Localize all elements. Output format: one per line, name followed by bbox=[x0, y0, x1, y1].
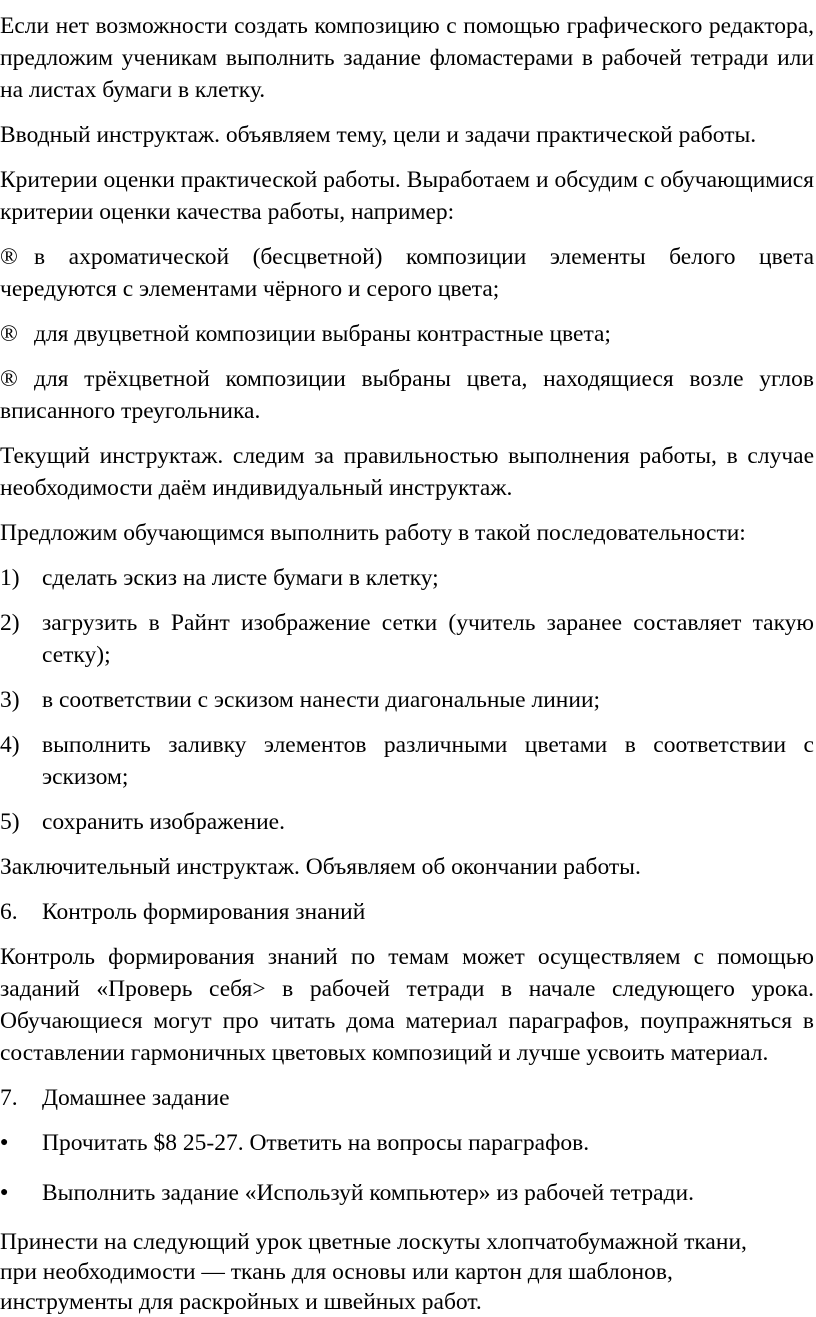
step-text: сделать эскиз на листе бумаги в клетку; bbox=[42, 565, 439, 591]
section-title: Домашнее задание bbox=[42, 1085, 230, 1111]
step-text: в соответствии с эскизом нанести диагональные линии; bbox=[42, 687, 601, 713]
criteria-text: для трёхцветной композиции выбраны цвета, находящиеся возле углов вписанного треугольника. bbox=[0, 366, 814, 424]
bullet-icon: ● bbox=[0, 1185, 9, 1200]
criteria-paragraph: Критерии оценки практической работы. Выработаем и обсудим с обучающимися критерии оценки качества работы, например: bbox=[0, 167, 814, 225]
step-text: загрузить в Райнт изображение сетки (учитель заранее составляет такую сетку); bbox=[42, 610, 814, 668]
homework-item bbox=[0, 1127, 814, 1159]
step-number: 2) bbox=[0, 610, 20, 636]
homework-text: Прочитать $8 25-27. Ответить на вопросы параграфов. bbox=[42, 1130, 590, 1156]
intro-briefing-paragraph: Вводный инструктаж. объявляем тему, цели и задачи практической работы. bbox=[0, 122, 757, 148]
registered-mark-icon: ® bbox=[0, 321, 18, 347]
criteria-text: для двуцветной композиции выбраны контрастные цвета; bbox=[34, 321, 611, 347]
criteria-item bbox=[0, 241, 814, 305]
sequence-intro: Предложим обучающимся выполнить работу в такой последовательности: bbox=[0, 520, 746, 546]
step-item bbox=[0, 684, 814, 716]
section-heading-6 bbox=[0, 896, 814, 928]
closing-paragraph bbox=[0, 1227, 814, 1317]
criteria-text: в ахроматической (бесцветной) композиции элементы белого цвета чередуются с элементами чёрного и серого цвета; bbox=[0, 244, 814, 302]
closing-line: при необходимости — ткань для основы или картон для шаблонов, bbox=[0, 1259, 673, 1285]
section-number: 7. bbox=[0, 1085, 18, 1111]
section-title: Контроль формирования знаний bbox=[42, 899, 366, 925]
homework-text: Выполнить задание «Используй компьютер» из рабочей тетради. bbox=[42, 1180, 694, 1206]
bullet-icon: ● bbox=[0, 1135, 9, 1150]
step-number: 4) bbox=[0, 732, 20, 758]
current-briefing-paragraph: Текущий инструктаж. следим за правильностью выполнения работы, в случае необходимости даём индивидуальный инструктаж. bbox=[0, 443, 814, 501]
section-heading-7 bbox=[0, 1082, 814, 1114]
step-item bbox=[0, 729, 814, 793]
criteria-item bbox=[0, 318, 814, 350]
step-item bbox=[0, 562, 814, 594]
step-text: выполнить заливку элементов различными цветами в соответствии с эскизом; bbox=[42, 732, 814, 790]
closing-line: Принести на следующий урок цветные лоскуты хлопчатобумажной ткани, bbox=[0, 1229, 747, 1255]
final-briefing-paragraph: Заключительный инструктаж. Объявляем об окончании работы. bbox=[0, 854, 641, 880]
step-number: 5) bbox=[0, 809, 20, 835]
intro-paragraph: Если нет возможности создать композицию с помощью графического редактора, предложим ученикам выполнить задание фломастерами в рабочей тетради или на листах бумаги в клетку. bbox=[0, 13, 814, 103]
closing-line: инструменты для раскройных и швейных работ. bbox=[0, 1289, 482, 1315]
registered-mark-icon: ® bbox=[0, 244, 18, 270]
knowledge-control-paragraph: Контроль формирования знаний по темам может осуществляем с помощью заданий «Проверь себя> в рабочей тетради в начале следующего урока. Обучающиеся могут про читать дома материал параграфов, поупражняться в составлении гармоничных цветовых композиций и лучше усвоить материал. bbox=[0, 944, 814, 1066]
criteria-item bbox=[0, 363, 814, 427]
step-number: 1) bbox=[0, 565, 20, 591]
section-number: 6. bbox=[0, 899, 18, 925]
step-item bbox=[0, 607, 814, 671]
step-text: сохранить изображение. bbox=[42, 809, 285, 835]
homework-item bbox=[0, 1177, 814, 1209]
registered-mark-icon: ® bbox=[0, 366, 18, 392]
step-number: 3) bbox=[0, 687, 20, 713]
step-item bbox=[0, 806, 814, 838]
